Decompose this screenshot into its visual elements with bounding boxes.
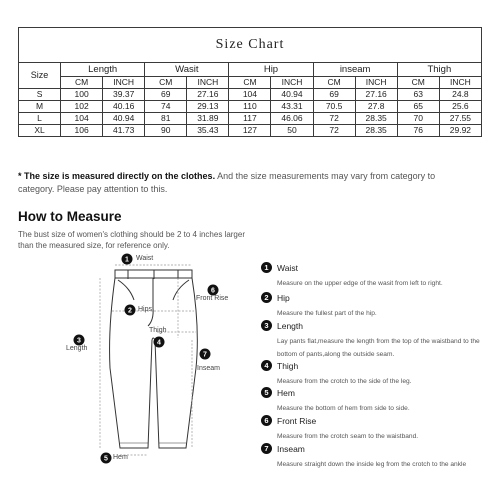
legend-desc: Measure from the crotch to the side of the leg. xyxy=(277,378,412,385)
legend-title: Hem xyxy=(277,388,295,398)
diagram-label-length: Length xyxy=(66,345,88,352)
svg-text:7: 7 xyxy=(203,351,207,359)
value-cell: 40.94 xyxy=(271,89,313,101)
size-cell: S xyxy=(19,89,61,101)
value-cell: 27.8 xyxy=(355,101,397,113)
legend-title: Thigh xyxy=(277,361,299,371)
value-cell: 110 xyxy=(229,101,271,113)
unit-header: CM xyxy=(145,77,187,89)
note-rest: And the size measurements may vary from category to category. Please pay attention to this. xyxy=(18,171,436,194)
unit-header: CM xyxy=(397,77,439,89)
legend-desc: Measure the fullest part of the hip. xyxy=(277,310,377,317)
value-cell: 27.16 xyxy=(187,89,229,101)
legend-title: Waist xyxy=(277,263,298,273)
value-cell: 69 xyxy=(313,89,355,101)
value-cell: 70.5 xyxy=(313,101,355,113)
bust-note: The bust size of women's clothing should be 2 to 4 inches larger than the measured size, for reference only. xyxy=(18,230,245,250)
table-row xyxy=(19,125,482,137)
value-cell: 74 xyxy=(145,101,187,113)
diagram-label-thigh: Thigh xyxy=(149,327,167,334)
value-cell: 117 xyxy=(229,113,271,125)
measurement-note xyxy=(18,170,458,196)
value-cell: 50 xyxy=(271,125,313,137)
legend-title: Length xyxy=(277,321,303,331)
diagram-label-front-rise: Front Rise xyxy=(196,295,229,302)
value-cell: 31.89 xyxy=(187,113,229,125)
value-cell: 24.8 xyxy=(439,89,481,101)
value-cell: 28.35 xyxy=(355,125,397,137)
value-cell: 63 xyxy=(397,89,439,101)
note-bold: * The size is measured directly on the clothes. xyxy=(18,171,216,181)
unit-header: INCH xyxy=(439,77,481,89)
value-cell: 72 xyxy=(313,125,355,137)
number-badge: 3 xyxy=(261,320,272,331)
value-cell: 76 xyxy=(397,125,439,137)
size-chart-table xyxy=(18,27,482,137)
unit-header: INCH xyxy=(187,77,229,89)
group-header: Wasit xyxy=(145,63,229,77)
value-cell: 25.6 xyxy=(439,101,481,113)
number-badge: 5 xyxy=(261,387,272,398)
diagram-label-inseam: Inseam xyxy=(197,365,220,372)
value-cell: 41.73 xyxy=(103,125,145,137)
value-cell: 40.94 xyxy=(103,113,145,125)
number-badge: 4 xyxy=(261,360,272,371)
how-to-measure-title: How to Measure xyxy=(18,209,122,224)
size-cell: L xyxy=(19,113,61,125)
value-cell: 106 xyxy=(61,125,103,137)
value-cell: 104 xyxy=(61,113,103,125)
unit-header: INCH xyxy=(355,77,397,89)
value-cell: 127 xyxy=(229,125,271,137)
diagram-label-waist: Waist xyxy=(136,255,154,262)
value-cell: 43.31 xyxy=(271,101,313,113)
table-row xyxy=(19,113,482,125)
value-cell: 81 xyxy=(145,113,187,125)
size-header: Size xyxy=(19,63,61,89)
legend-title: Hip xyxy=(277,293,290,303)
value-cell: 69 xyxy=(145,89,187,101)
number-badge: 1 xyxy=(261,262,272,273)
value-cell: 46.06 xyxy=(271,113,313,125)
size-cell: M xyxy=(19,101,61,113)
legend-desc: Lay pants flat,measure the length from the top of the waistband to the bottom of pants,along the outside seam. xyxy=(277,338,480,358)
svg-text:4: 4 xyxy=(157,339,161,347)
svg-text:6: 6 xyxy=(211,287,215,295)
legend-title: Inseam xyxy=(277,444,305,454)
value-cell: 28.35 xyxy=(355,113,397,125)
unit-header: CM xyxy=(61,77,103,89)
value-cell: 27.55 xyxy=(439,113,481,125)
value-cell: 39.37 xyxy=(103,89,145,101)
size-chart-title: Size Chart xyxy=(19,28,482,63)
number-badge: 2 xyxy=(261,292,272,303)
svg-text:1: 1 xyxy=(125,256,129,264)
value-cell: 102 xyxy=(61,101,103,113)
svg-text:5: 5 xyxy=(104,455,108,463)
unit-header: CM xyxy=(313,77,355,89)
value-cell: 40.16 xyxy=(103,101,145,113)
value-cell: 65 xyxy=(397,101,439,113)
table-row xyxy=(19,101,482,113)
value-cell: 27.16 xyxy=(355,89,397,101)
legend-desc: Measure the bottom of hem from side to side. xyxy=(277,405,410,412)
size-cell: XL xyxy=(19,125,61,137)
number-badge: 6 xyxy=(261,415,272,426)
diagram-label-hips: Hips xyxy=(138,306,153,313)
svg-text:2: 2 xyxy=(128,307,132,315)
legend-desc: Measure on the upper edge of the wasit from left to right. xyxy=(277,280,443,287)
unit-header: INCH xyxy=(103,77,145,89)
legend-desc: Measure straight down the inside leg from the crotch to the ankle xyxy=(277,461,467,468)
unit-header: CM xyxy=(229,77,271,89)
value-cell: 35.43 xyxy=(187,125,229,137)
group-header: Thigh xyxy=(397,63,481,77)
group-header: inseam xyxy=(313,63,397,77)
value-cell: 29.13 xyxy=(187,101,229,113)
legend-title: Front Rise xyxy=(277,416,317,426)
value-cell: 90 xyxy=(145,125,187,137)
pants-diagram xyxy=(60,248,255,473)
unit-header: INCH xyxy=(271,77,313,89)
value-cell: 104 xyxy=(229,89,271,101)
number-badge: 7 xyxy=(261,443,272,454)
table-row xyxy=(19,89,482,101)
value-cell: 70 xyxy=(397,113,439,125)
legend-desc: Measure from the crotch seam to the waistband. xyxy=(277,433,419,440)
value-cell: 100 xyxy=(61,89,103,101)
value-cell: 29.92 xyxy=(439,125,481,137)
diagram-label-hem: Hem xyxy=(113,454,128,461)
pants-illustration xyxy=(60,248,255,473)
svg-text:3: 3 xyxy=(77,337,81,345)
group-header: Length xyxy=(61,63,145,77)
value-cell: 72 xyxy=(313,113,355,125)
group-header: Hip xyxy=(229,63,313,77)
